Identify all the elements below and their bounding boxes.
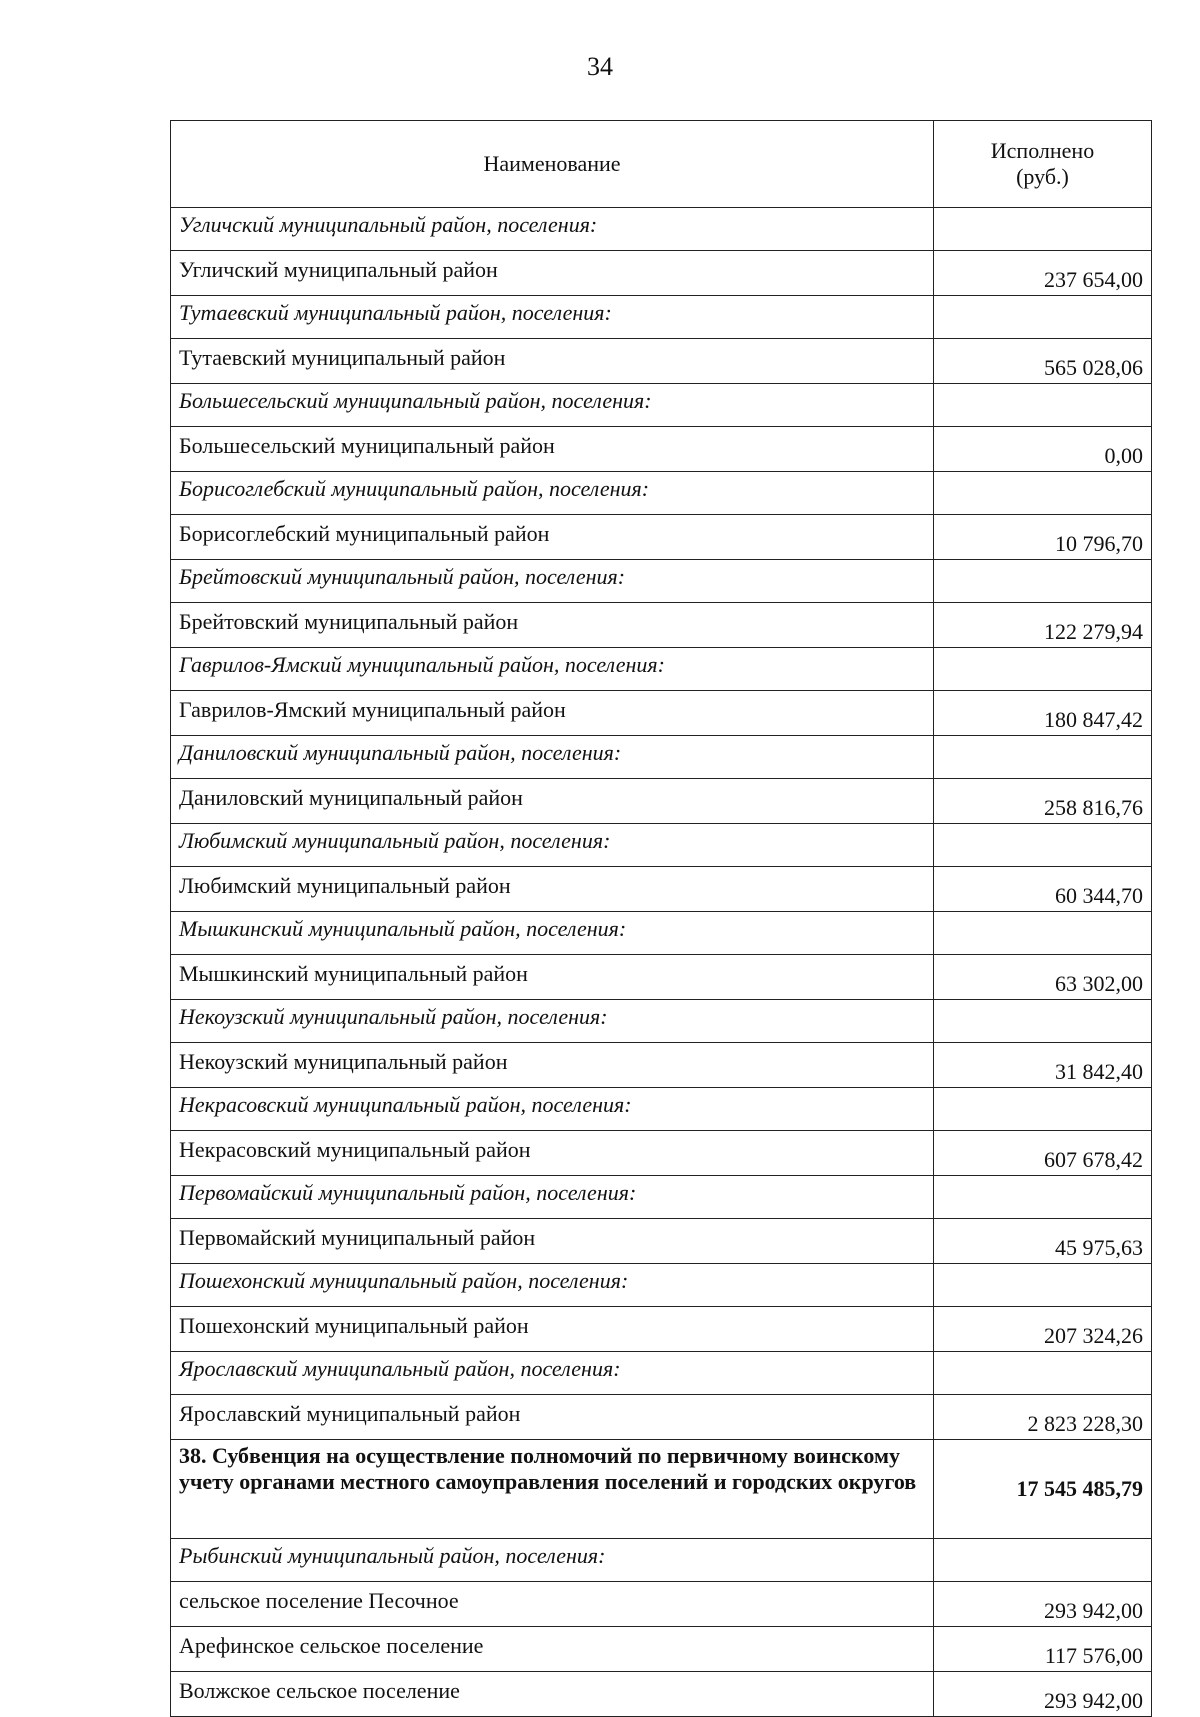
group-header-row	[171, 208, 1152, 251]
header-executed-unit: (руб.)	[1016, 164, 1069, 189]
value-cell	[934, 560, 1152, 603]
group-name-cell: Гаврилов-Ямский муниципальный район, поселения:	[171, 648, 934, 691]
header-executed-label: Исполнено	[990, 138, 1095, 163]
group-name-cell: Первомайский муниципальный район, поселения:	[171, 1176, 934, 1219]
group-header-row	[171, 384, 1152, 427]
value-cell: 2 823 228,30	[934, 1395, 1152, 1440]
value-cell	[934, 1539, 1152, 1582]
group-header-row	[171, 560, 1152, 603]
group-header-row	[171, 824, 1152, 867]
group-header-row	[171, 472, 1152, 515]
table-row	[171, 1395, 1152, 1440]
group-name-cell: Рыбинский муниципальный район, поселения:	[171, 1539, 934, 1582]
item-name-cell: Ярославский муниципальный район	[171, 1395, 934, 1440]
item-name-cell: Любимский муниципальный район	[171, 867, 934, 912]
value-cell	[934, 208, 1152, 251]
page-number: 34	[587, 52, 613, 81]
value-cell: 565 028,06	[934, 339, 1152, 384]
table-row	[171, 1307, 1152, 1352]
group-name-cell: Любимский муниципальный район, поселения:	[171, 824, 934, 867]
value-cell: 60 344,70	[934, 867, 1152, 912]
value-cell: 207 324,26	[934, 1307, 1152, 1352]
item-name-cell: Пошехонский муниципальный район	[171, 1307, 934, 1352]
item-name-cell: Даниловский муниципальный район	[171, 779, 934, 824]
item-name-cell: Первомайский муниципальный район	[171, 1219, 934, 1264]
item-name-cell: Мышкинский муниципальный район	[171, 955, 934, 1000]
value-cell: 31 842,40	[934, 1043, 1152, 1088]
value-cell	[934, 736, 1152, 779]
table-row	[171, 779, 1152, 824]
group-name-cell: Угличский муниципальный район, поселения:	[171, 208, 934, 251]
group-header-row	[171, 1352, 1152, 1395]
table-row	[171, 251, 1152, 296]
item-name-cell: Некрасовский муниципальный район	[171, 1131, 934, 1176]
group-name-cell: Некоузский муниципальный район, поселения:	[171, 1000, 934, 1043]
value-cell: 10 796,70	[934, 515, 1152, 560]
table-row	[171, 339, 1152, 384]
budget-execution-table	[170, 120, 1152, 1717]
value-cell: 237 654,00	[934, 251, 1152, 296]
group-header-row	[171, 736, 1152, 779]
value-cell: 258 816,76	[934, 779, 1152, 824]
value-cell	[934, 1176, 1152, 1219]
table-row	[171, 955, 1152, 1000]
value-cell	[934, 1088, 1152, 1131]
group-name-cell: Некрасовский муниципальный район, поселения:	[171, 1088, 934, 1131]
item-name-cell: сельское поселение Песочное	[171, 1582, 934, 1627]
table-row	[171, 1043, 1152, 1088]
value-cell	[934, 648, 1152, 691]
table-row	[171, 691, 1152, 736]
value-cell: 63 302,00	[934, 955, 1152, 1000]
group-header-row	[171, 1176, 1152, 1219]
table-row	[171, 427, 1152, 472]
group-name-cell: Брейтовский муниципальный район, поселения:	[171, 560, 934, 603]
group-header-row	[171, 912, 1152, 955]
item-name-cell: Большесельский муниципальный район	[171, 427, 934, 472]
table-row	[171, 603, 1152, 648]
table-row	[171, 867, 1152, 912]
item-name-cell: Гаврилов-Ямский муниципальный район	[171, 691, 934, 736]
value-cell	[934, 472, 1152, 515]
group-name-cell: Пошехонский муниципальный район, поселения:	[171, 1264, 934, 1307]
group-header-row	[171, 1539, 1152, 1582]
section-value-cell: 17 545 485,79	[934, 1440, 1152, 1539]
table-row	[171, 1219, 1152, 1264]
value-cell: 117 576,00	[934, 1627, 1152, 1672]
value-cell: 607 678,42	[934, 1131, 1152, 1176]
group-name-cell: Борисоглебский муниципальный район, поселения:	[171, 472, 934, 515]
group-name-cell: Даниловский муниципальный район, поселения:	[171, 736, 934, 779]
header-executed	[934, 121, 1152, 208]
item-name-cell: Брейтовский муниципальный район	[171, 603, 934, 648]
table-body	[171, 208, 1152, 1717]
value-cell	[934, 1352, 1152, 1395]
item-name-cell: Тутаевский муниципальный район	[171, 339, 934, 384]
value-cell: 0,00	[934, 427, 1152, 472]
item-name-cell: Арефинское сельское поселение	[171, 1627, 934, 1672]
group-name-cell: Мышкинский муниципальный район, поселения:	[171, 912, 934, 955]
value-cell: 180 847,42	[934, 691, 1152, 736]
table-row	[171, 515, 1152, 560]
value-cell	[934, 824, 1152, 867]
value-cell	[934, 384, 1152, 427]
section-row	[171, 1440, 1152, 1539]
value-cell	[934, 912, 1152, 955]
table-row	[171, 1131, 1152, 1176]
group-header-row	[171, 1000, 1152, 1043]
value-cell	[934, 1000, 1152, 1043]
item-name-cell: Угличский муниципальный район	[171, 251, 934, 296]
item-name-cell: Волжское сельское поселение	[171, 1672, 934, 1717]
value-cell: 45 975,63	[934, 1219, 1152, 1264]
table-row	[171, 1582, 1152, 1627]
item-name-cell: Некоузский муниципальный район	[171, 1043, 934, 1088]
section-name-cell: 38. Субвенция на осуществление полномочий по первичному воинскому учету органами местного самоуправления поселений и городских округов	[171, 1440, 934, 1539]
item-name-cell: Борисоглебский муниципальный район	[171, 515, 934, 560]
group-name-cell: Ярославский муниципальный район, поселения:	[171, 1352, 934, 1395]
group-header-row	[171, 1264, 1152, 1307]
value-cell	[934, 296, 1152, 339]
header-name: Наименование	[171, 121, 934, 208]
value-cell	[934, 1264, 1152, 1307]
group-name-cell: Большесельский муниципальный район, поселения:	[171, 384, 934, 427]
group-header-row	[171, 296, 1152, 339]
value-cell: 293 942,00	[934, 1672, 1152, 1717]
group-header-row	[171, 1088, 1152, 1131]
value-cell: 293 942,00	[934, 1582, 1152, 1627]
group-name-cell: Тутаевский муниципальный район, поселения:	[171, 296, 934, 339]
table-row	[171, 1627, 1152, 1672]
table-header-row	[171, 121, 1152, 208]
value-cell: 122 279,94	[934, 603, 1152, 648]
group-header-row	[171, 648, 1152, 691]
table-row	[171, 1672, 1152, 1717]
